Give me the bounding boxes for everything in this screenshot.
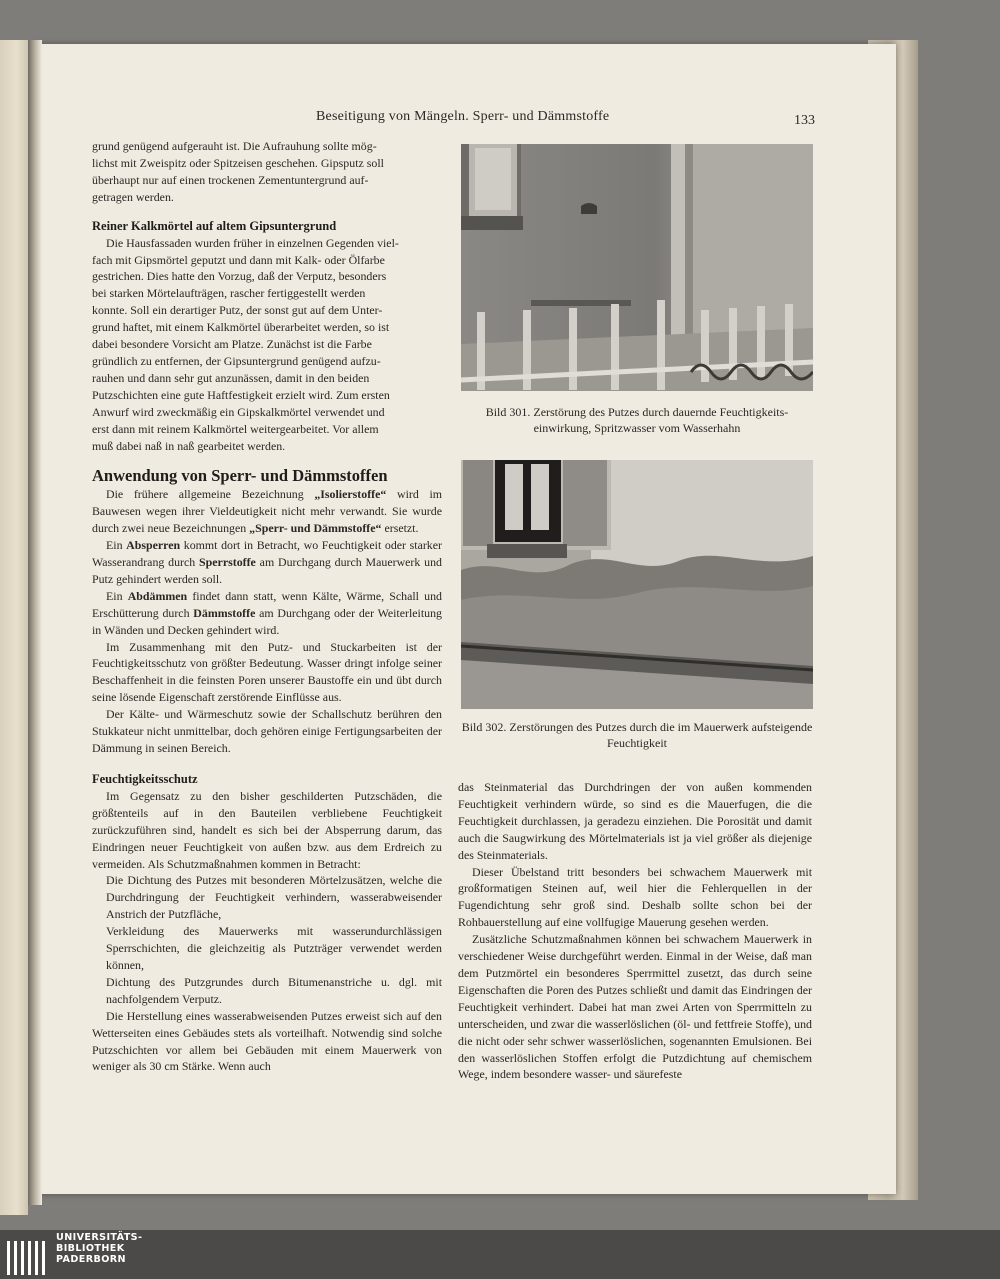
paragraph-bezeichnung: Die frühere allgemeine Bezeichnung „Isolierstoffe“ wird im Bauwesen wegen ihrer Vieldeutigkeit nicht mehr verwandt. Sie wurde durch zwei neue Bezeichnungen „Sperr- und Dämmstoffe“ ersetzt. xyxy=(92,487,443,536)
kalk-line: konnte. Soll ein derartiger Putz, der sonst gut auf dem Unter- xyxy=(92,303,383,318)
section-heading-kalkmoertel: Reiner Kalkmörtel auf altem Gipsuntergrund xyxy=(92,218,337,233)
right-column xyxy=(458,779,812,1083)
list-item: Verkleidung des Mauerwerks mit wasserundurchlässigen Sperrschichten, die gleichzeitig als Putzträger verwendet werden können, xyxy=(106,924,442,972)
paragraph-zusammenhang: Im Zusammenhang mit den Putz- und Stuckarbeiten ist der Feuchtigkeitsschutz von größter Bedeutung. Wasser dringt infolge seiner Beschaffenheit in die feinsten Poren unserer Baustoffe ein und übt durch seine lösende Eigenschaft zerstörende Einflüsse aus. xyxy=(92,639,442,705)
library-name-line: PADERBORN xyxy=(56,1254,126,1265)
section-heading-feuchtigkeitsschutz: Feuchtigkeitsschutz xyxy=(92,771,198,786)
paragraph-abdaemmen: Ein Abdämmen findet dann statt, wenn Kälte, Wärme, Schall und Erschütterung durch Dämmstoffe am Durchgang oder der Weiterleitung in Wänden und Decken gehindert wird. xyxy=(92,588,442,637)
photo-rising-damp-wall xyxy=(461,460,813,709)
paragraph-absperren: Ein Absperren kommt dort in Betracht, wo Feuchtigkeit oder starker Wasserandrang durch Sperrstoffe am Durchgang durch Mauerwerk und Putz gehindert werden soll. xyxy=(92,538,442,586)
paragraph-gegensatz: Im Gegensatz zu den bisher geschilderten Putzschäden, die größtenteils auf in den Bauteilen verbliebene Feuchtigkeit zurückzuführen sind, handelt es sich bei der Absperrung darum, das Eindringen neuer Feuchtigkeit von außen bzw. aus dem Erdreich zu vermeiden. Als Schutzmaßnahmen kommen in Betracht: xyxy=(92,788,442,871)
library-logo-icon xyxy=(4,1235,46,1275)
figure-caption-302: Bild 302. Zerstörungen des Putzes durch die im Mauerwerk aufsteigende Feuchtigkeit xyxy=(461,720,813,750)
kalk-line: erst dann mit reinem Kalkmörtel weitergearbeitet. Vor allem xyxy=(92,421,379,436)
kalk-line: gründlich zu entfernen, der Gipsuntergrund genügend aufzu- xyxy=(92,353,381,368)
photo-wall-water-tap xyxy=(461,144,813,391)
list-item: Dichtung des Putzgrundes durch Bitumenanstriche u. dgl. mit nachfolgendem Verputz. xyxy=(106,974,442,1006)
intro-line: überhaupt nur auf einen trockenen Zementuntergrund auf- xyxy=(92,172,369,187)
section-heading-anwendung: Anwendung von Sperr- und Dämmstoffen xyxy=(92,466,388,486)
kalk-line: gestrichen. Dies hatte den Vorzug, daß der Verputz, besonders xyxy=(92,269,387,284)
kalk-line: grund haftet, mit einem Kalkmörtel überarbeitet werden, so ist xyxy=(92,320,390,335)
kalk-line: rauhen und dann sehr gut anzunässen, damit in den beiden xyxy=(92,370,370,385)
paragraph-kaelteschutz: Der Kälte- und Wärmeschutz sowie der Schallschutz berühren den Stukkateur nicht unmittelbar, doch gehören einige Fertigungsarbeiten der Dämmung in seinen Bereich. xyxy=(92,707,442,755)
left-column xyxy=(92,138,442,1075)
kalk-line: dabei besondere Vorsicht am Platze. Zunächst ist die Farbe xyxy=(92,337,372,352)
running-head: Beseitigung von Mängeln. Sperr- und Dämmstoffe xyxy=(316,109,610,124)
left-page-edge xyxy=(0,40,28,1215)
page-number: 133 xyxy=(794,113,815,128)
intro-line: grund genügend aufgerauht ist. Die Aufrauhung sollte mög- xyxy=(92,139,377,153)
library-footer-bar xyxy=(0,1230,1000,1279)
kalk-line: Anwurf wird zweckmäßig ein Gipskalkmörtel verwendet und xyxy=(92,404,385,419)
list-item: Die Dichtung des Putzes mit besonderen Mörtelzusätzen, welche die Durchdringung der Feuchtigkeit verhindern, wasserabweisender Anstrich der Putzfläche, xyxy=(106,873,442,922)
library-name-line: UNIVERSITÄTS- xyxy=(56,1232,143,1243)
intro-line: lichst mit Zweispitz oder Spitzeisen geschehen. Gipsputz soll xyxy=(92,155,384,170)
intro-line: getragen werden. xyxy=(92,189,174,204)
page-gutter xyxy=(28,40,42,1205)
paragraph-herstellung: Die Herstellung eines wasserabweisenden Putzes erweist sich auf den Wetterseiten eines Gebäudes stets als vorteilhaft. Notwendig sind solche Putzschichten vor allem bei Gebäuden mit einem Mauerwerk von weniger als 30 cm Stärke. Wenn auch xyxy=(92,1008,442,1074)
kalk-line: Putzschichten eine gute Haftfestigkeit erzielt wird. Zum ersten xyxy=(92,387,390,402)
kalk-line: fach mit Gipsmörtel geputzt und dann mit Kalk- oder Ölfarbe xyxy=(92,252,385,267)
kalk-line: bei starken Mörtelaufträgen, rascher fertiggestellt werden xyxy=(92,286,366,301)
paragraph-uebelstand: Dieser Übelstand tritt besonders bei schwachem Mauerwerk mit großformatigen Steinen auf, weil hier die Fehlerquellen in der Fugendichtung sehr groß sind. Deshalb sollte schon bei der Rohbauerstellung auf eine vollfugige Mauerung gesehen werden. xyxy=(458,864,812,930)
paragraph-zusaetzlich: Zusätzliche Schutzmaßnahmen können bei schwachem Mauerwerk in verschiedener Weise durchgeführt werden. Einmal in der Weise, daß man dem Putzmörtel ein besonderes Sperrmittel zusetzt, das durch seine Eigenschaften die Poren des Putzes schließt und damit das Eindringen der Feuchtigkeit verhindert. Dabei hat man zwei Arten von Sperrmitteln zu unterscheiden, und zwar die wasserlöslichen (öl- und fettfreie Stoffe), und die nicht oder sehr schwer wasserlöslichen, sogenannten Emulsionen. Bei den wasserlöslichen Stoffen erfolgt die Putzdichtung auf chemischem Wege, indem besondere wasser- und säurefeste xyxy=(458,932,812,1082)
kalk-line: Die Hausfassaden wurden früher in einzelnen Gegenden viel- xyxy=(106,235,399,250)
library-name-line: BIBLIOTHEK xyxy=(56,1243,125,1254)
figure-caption-301: Bild 301. Zerstörung des Putzes durch dauernde Feuchtigkeits-einwirkung, Spritzwasser vom Wasserhahn xyxy=(485,405,789,435)
kalk-line: muß dabei naß in naß gearbeitet werden. xyxy=(92,438,286,453)
paragraph-steinmaterial: das Steinmaterial das Durchdringen der von außen kommenden Feuchtigkeit verhindern würde, so sind es die Mauerfugen, die die Feuchtigkeit durchlassen, ja geradezu einziehen. Die Porosität und damit auch die Saugwirkung des Mörtelmaterials ist ja viel größer als diejenige des Steinmaterials. xyxy=(458,780,812,862)
